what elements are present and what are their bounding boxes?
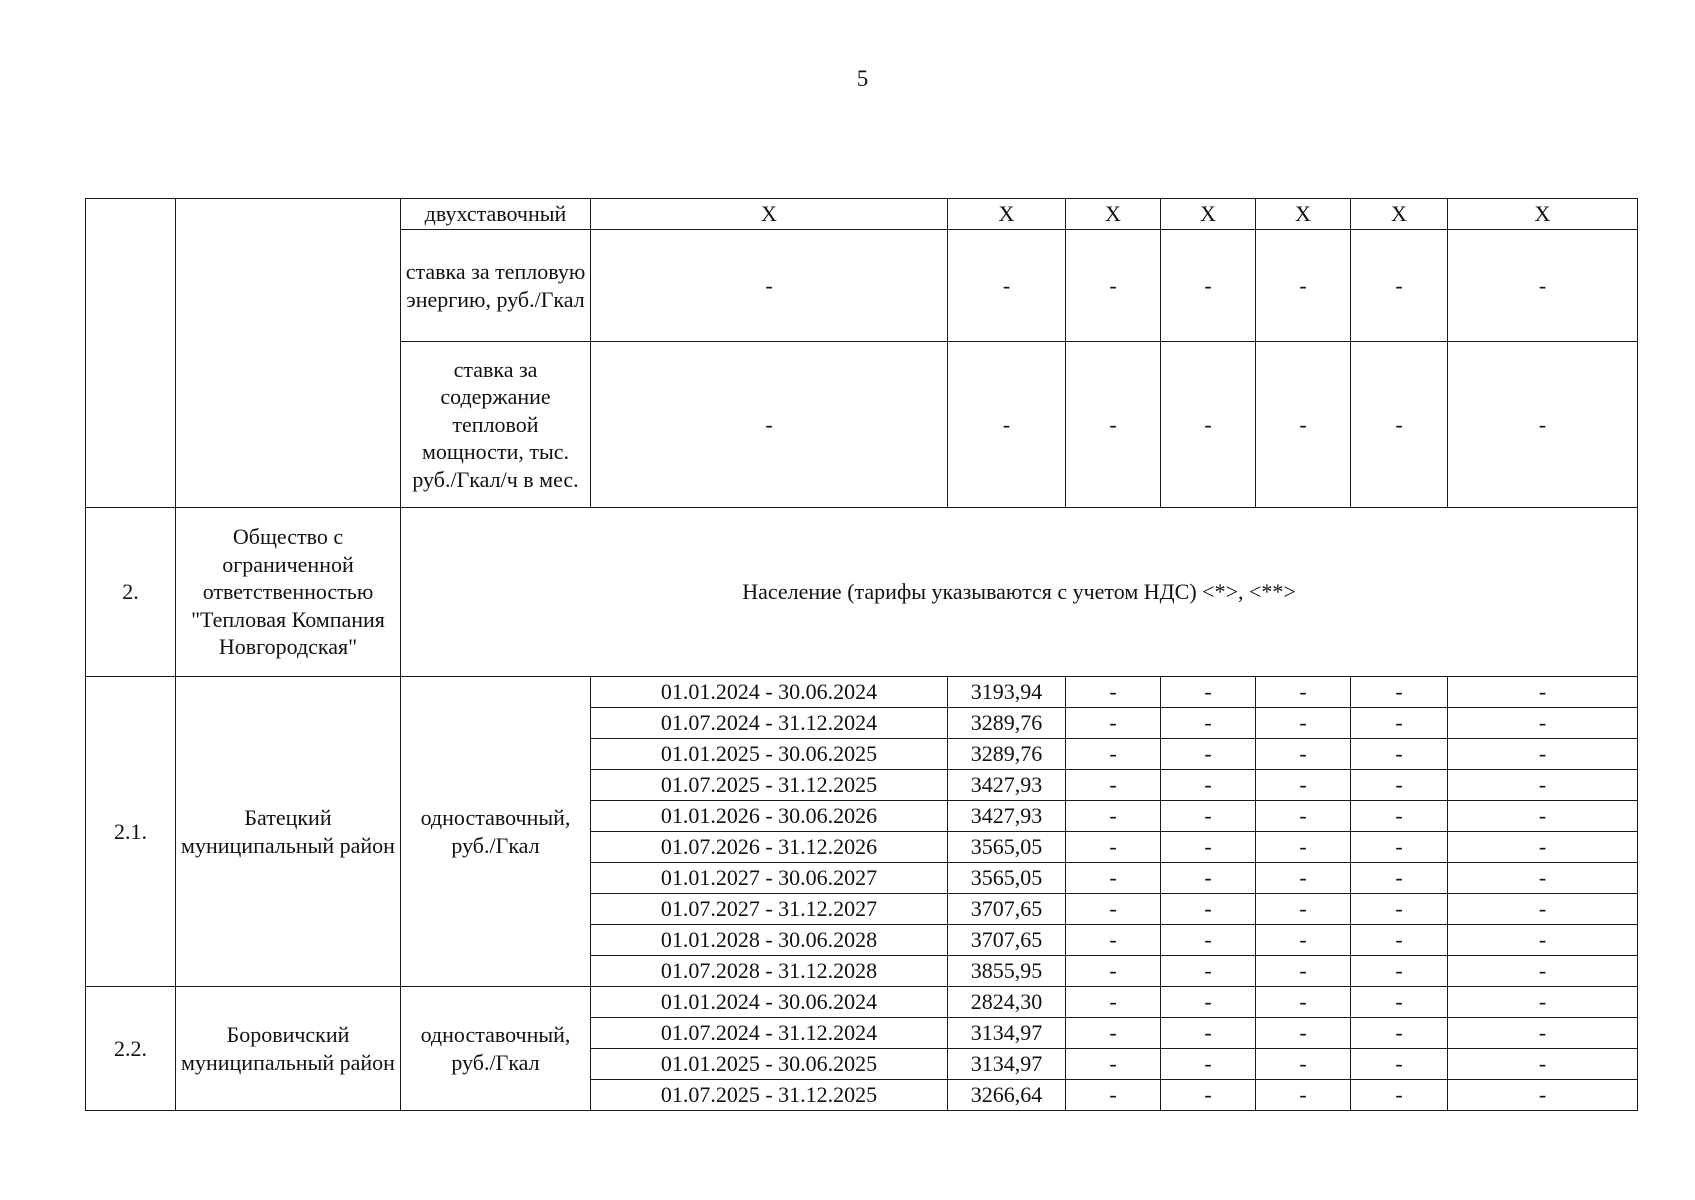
page-number: 5 bbox=[856, 66, 869, 91]
dash-cell: - bbox=[1161, 770, 1256, 801]
period-row bbox=[86, 987, 1638, 1018]
dash-cell: - bbox=[1161, 832, 1256, 863]
period-cell: 01.01.2027 - 30.06.2027 bbox=[591, 863, 948, 894]
period-cell: 01.01.2024 - 30.06.2024 bbox=[591, 987, 948, 1018]
dash-cell: - bbox=[1351, 708, 1448, 739]
dash-cell: - bbox=[1448, 956, 1638, 987]
x-cell: X bbox=[1448, 199, 1638, 230]
dash-cell: - bbox=[1351, 925, 1448, 956]
dash-cell: - bbox=[1161, 987, 1256, 1018]
dash-cell: - bbox=[1161, 801, 1256, 832]
dash-cell: - bbox=[1066, 1080, 1161, 1111]
x-cell: X bbox=[1351, 199, 1448, 230]
district-number: 2.2. bbox=[86, 987, 176, 1111]
dash-cell: - bbox=[1448, 987, 1638, 1018]
dash-cell: - bbox=[1066, 1049, 1161, 1080]
dash-cell: - bbox=[1448, 894, 1638, 925]
dash-cell: - bbox=[1066, 677, 1161, 708]
dash-cell: - bbox=[1161, 1018, 1256, 1049]
dash-cell: - bbox=[1448, 677, 1638, 708]
dash-cell: - bbox=[1066, 832, 1161, 863]
district-name: Боровичский муниципальный район bbox=[176, 987, 401, 1111]
period-cell: 01.07.2025 - 31.12.2025 bbox=[591, 1080, 948, 1111]
dash-cell: - bbox=[1448, 230, 1638, 342]
dash-cell: - bbox=[1256, 801, 1351, 832]
dash-cell: - bbox=[1448, 1080, 1638, 1111]
x-cell: X bbox=[948, 199, 1066, 230]
dash-cell: - bbox=[948, 342, 1066, 508]
district-method: одноставочный, руб./Гкал bbox=[401, 987, 591, 1111]
tariff-value: 3193,94 bbox=[948, 677, 1066, 708]
tariff-value: 3134,97 bbox=[948, 1018, 1066, 1049]
dash-cell: - bbox=[1351, 987, 1448, 1018]
dash-cell: - bbox=[1066, 342, 1161, 508]
dash-cell: - bbox=[1161, 342, 1256, 508]
dash-cell: - bbox=[1066, 1018, 1161, 1049]
dash-cell: - bbox=[1161, 677, 1256, 708]
period-cell: 01.07.2027 - 31.12.2027 bbox=[591, 894, 948, 925]
tariff-value: 3266,64 bbox=[948, 1080, 1066, 1111]
dash-cell: - bbox=[1161, 1080, 1256, 1111]
dash-cell: - bbox=[1161, 925, 1256, 956]
dash-cell: - bbox=[1448, 342, 1638, 508]
dash-cell: - bbox=[1256, 894, 1351, 925]
dash-cell: - bbox=[1066, 739, 1161, 770]
dash-cell: - bbox=[1256, 832, 1351, 863]
dash-cell: - bbox=[1066, 894, 1161, 925]
dash-cell: - bbox=[1351, 230, 1448, 342]
dash-cell: - bbox=[591, 342, 948, 508]
dash-cell: - bbox=[1256, 925, 1351, 956]
tariff-table bbox=[85, 198, 1638, 1111]
dash-cell: - bbox=[1448, 832, 1638, 863]
dash-cell: - bbox=[1256, 677, 1351, 708]
dash-cell: - bbox=[1066, 925, 1161, 956]
dash-cell: - bbox=[1448, 770, 1638, 801]
dash-cell: - bbox=[948, 230, 1066, 342]
period-cell: 01.01.2028 - 30.06.2028 bbox=[591, 925, 948, 956]
dash-cell: - bbox=[1351, 1080, 1448, 1111]
tariff-value: 3289,76 bbox=[948, 708, 1066, 739]
dash-cell: - bbox=[1256, 1049, 1351, 1080]
dash-cell: - bbox=[1161, 863, 1256, 894]
x-cell: X bbox=[1161, 199, 1256, 230]
dash-cell: - bbox=[1161, 956, 1256, 987]
dash-cell: - bbox=[1448, 925, 1638, 956]
dash-cell: - bbox=[1256, 863, 1351, 894]
dash-cell: - bbox=[1351, 739, 1448, 770]
period-cell: 01.07.2026 - 31.12.2026 bbox=[591, 832, 948, 863]
dash-cell: - bbox=[1161, 739, 1256, 770]
tariff-value: 2824,30 bbox=[948, 987, 1066, 1018]
x-cell: X bbox=[1256, 199, 1351, 230]
dash-cell: - bbox=[1256, 770, 1351, 801]
dash-cell: - bbox=[1256, 342, 1351, 508]
dash-cell: - bbox=[1448, 739, 1638, 770]
dash-cell: - bbox=[1066, 708, 1161, 739]
dash-cell: - bbox=[1448, 801, 1638, 832]
tariff-value: 3427,93 bbox=[948, 770, 1066, 801]
dash-cell: - bbox=[1066, 987, 1161, 1018]
dash-cell: - bbox=[1351, 832, 1448, 863]
period-row bbox=[86, 677, 1638, 708]
dash-cell: - bbox=[1161, 230, 1256, 342]
dash-cell: - bbox=[1256, 1080, 1351, 1111]
dash-cell: - bbox=[1256, 1018, 1351, 1049]
dash-cell: - bbox=[1351, 1049, 1448, 1080]
period-cell: 01.01.2025 - 30.06.2025 bbox=[591, 739, 948, 770]
dash-cell: - bbox=[1256, 987, 1351, 1018]
dash-cell: - bbox=[1351, 770, 1448, 801]
dash-cell: - bbox=[1066, 801, 1161, 832]
period-cell: 01.07.2028 - 31.12.2028 bbox=[591, 956, 948, 987]
period-cell: 01.01.2026 - 30.06.2026 bbox=[591, 801, 948, 832]
tariff-value: 3565,05 bbox=[948, 863, 1066, 894]
dash-cell: - bbox=[1448, 708, 1638, 739]
rate-label: ставка за содержание тепловой мощности, тыс. руб./Гкал/ч в мес. bbox=[401, 342, 591, 508]
dash-cell: - bbox=[1256, 708, 1351, 739]
tariff-value: 3855,95 bbox=[948, 956, 1066, 987]
section-row bbox=[86, 508, 1638, 677]
tariff-value: 3707,65 bbox=[948, 894, 1066, 925]
dash-cell: - bbox=[1161, 708, 1256, 739]
section-number: 2. bbox=[86, 508, 176, 677]
period-cell: 01.07.2024 - 31.12.2024 bbox=[591, 1018, 948, 1049]
dash-cell: - bbox=[1161, 1049, 1256, 1080]
dash-cell: - bbox=[1351, 677, 1448, 708]
dash-cell: - bbox=[1351, 956, 1448, 987]
district-name: Батецкий муниципальный район bbox=[176, 677, 401, 987]
district-method: одноставочный, руб./Гкал bbox=[401, 677, 591, 987]
period-cell: 01.01.2024 - 30.06.2024 bbox=[591, 677, 948, 708]
continuation-row bbox=[86, 199, 1638, 230]
method-cell: двухставочный bbox=[401, 199, 591, 230]
dash-cell: - bbox=[1066, 230, 1161, 342]
blank-number-cell bbox=[86, 199, 176, 508]
x-cell: X bbox=[591, 199, 948, 230]
dash-cell: - bbox=[1448, 1049, 1638, 1080]
dash-cell: - bbox=[1351, 863, 1448, 894]
rate-label: ставка за тепловую энергию, руб./Гкал bbox=[401, 230, 591, 342]
period-cell: 01.07.2024 - 31.12.2024 bbox=[591, 708, 948, 739]
dash-cell: - bbox=[1351, 801, 1448, 832]
dash-cell: - bbox=[591, 230, 948, 342]
dash-cell: - bbox=[1066, 956, 1161, 987]
tariff-value: 3565,05 bbox=[948, 832, 1066, 863]
section-description: Население (тарифы указываются с учетом НДС) <*>, <**> bbox=[401, 508, 1638, 677]
dash-cell: - bbox=[1256, 230, 1351, 342]
dash-cell: - bbox=[1161, 894, 1256, 925]
dash-cell: - bbox=[1351, 894, 1448, 925]
dash-cell: - bbox=[1066, 863, 1161, 894]
dash-cell: - bbox=[1256, 956, 1351, 987]
tariff-value: 3289,76 bbox=[948, 739, 1066, 770]
period-cell: 01.07.2025 - 31.12.2025 bbox=[591, 770, 948, 801]
organization-name: Общество с ограниченной ответственностью "Тепловая Компания Новгородская" bbox=[176, 508, 401, 677]
x-cell: X bbox=[1066, 199, 1161, 230]
dash-cell: - bbox=[1351, 1018, 1448, 1049]
dash-cell: - bbox=[1448, 1018, 1638, 1049]
dash-cell: - bbox=[1256, 739, 1351, 770]
dash-cell: - bbox=[1066, 770, 1161, 801]
dash-cell: - bbox=[1351, 342, 1448, 508]
tariff-value: 3134,97 bbox=[948, 1049, 1066, 1080]
period-cell: 01.01.2025 - 30.06.2025 bbox=[591, 1049, 948, 1080]
blank-organization-cell bbox=[176, 199, 401, 508]
district-number: 2.1. bbox=[86, 677, 176, 987]
tariff-value: 3707,65 bbox=[948, 925, 1066, 956]
tariff-value: 3427,93 bbox=[948, 801, 1066, 832]
dash-cell: - bbox=[1448, 863, 1638, 894]
